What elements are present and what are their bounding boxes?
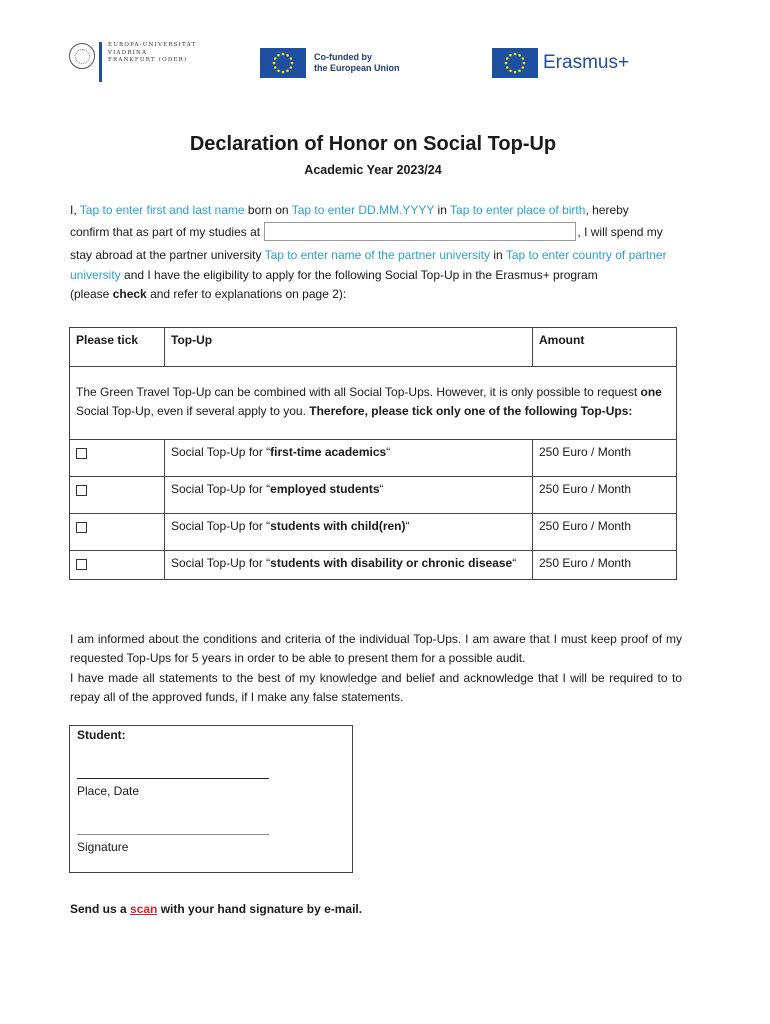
table-header-row <box>70 328 677 367</box>
viadrina-logo: EUROPA-UNIVERSITÄT VIADRINA FRANKFURT (ODER) <box>66 40 196 84</box>
erasmus-plus-logo: Erasmus+ <box>492 48 629 78</box>
name-field[interactable]: Tap to enter first and last name <box>79 203 245 217</box>
place-date-line[interactable] <box>77 778 269 779</box>
header-logos <box>66 40 706 88</box>
signature-line[interactable] <box>77 834 269 835</box>
send-instruction: Send us a scan with your hand signature by e-mail. <box>70 902 363 916</box>
partner-country-field[interactable]: Tap to enter country of partner university <box>70 248 667 282</box>
checkbox-first-time-academics[interactable] <box>76 448 87 459</box>
intro-line-1: I, Tap to enter first and last name born on Tap to enter DD.MM.YYYY in Tap to enter place of birth, hereby <box>70 203 629 217</box>
table-row: Social Top-Up for “students with child(ren)“ 250 Euro / Month <box>70 514 677 551</box>
checkbox-students-with-children[interactable] <box>76 522 87 533</box>
page-title: Declaration of Honor on Social Top-Up <box>189 133 557 155</box>
partner-university-field[interactable]: Tap to enter name of the partner university <box>264 248 491 262</box>
declaration-text: I am informed about the conditions and criteria of the individual Top-Ups. I am aware that I must keep proof of my requested Top-Ups for 5 years in order to be able to present them for a possible audit. I have made all statements to the best of my knowledge and belief and acknowledge that I will be required to to repay all of the approved funds, if I make any false statements. <box>70 632 682 704</box>
header-amount: Amount <box>533 328 677 367</box>
eu-flag-icon <box>260 48 306 78</box>
university-seal-icon <box>69 43 95 69</box>
eu-flag-icon <box>492 48 538 78</box>
intro-paragraph-rest: stay abroad at the partner university Tap to enter name of the partner university in Tap to enter country of partner university and I have the eligibility to apply for the following Social Top-Up in the Erasmus+ program (please check and refer to explanations on page 2): <box>70 248 667 301</box>
table-row: Social Top-Up for “students with disability or chronic disease“ 250 Euro / Month <box>70 551 677 580</box>
place-date-label: Place, Date <box>77 784 140 798</box>
checkbox-employed-students[interactable] <box>76 485 87 496</box>
scan-word: scan <box>130 902 158 916</box>
intro-line-2: confirm that as part of my studies at , I will spend my <box>70 222 690 243</box>
student-label: Student: <box>77 728 126 742</box>
signature-label: Signature <box>77 840 129 854</box>
birth-date-field[interactable]: Tap to enter DD.MM.YYYY <box>291 203 435 217</box>
table-note-row <box>70 367 677 440</box>
birth-place-field[interactable]: Tap to enter place of birth <box>450 203 586 217</box>
topup-table <box>69 327 677 580</box>
home-university-input[interactable] <box>264 222 576 241</box>
academic-year: Academic Year 2023/24 <box>304 163 442 177</box>
header-please-tick: Please tick <box>70 328 165 367</box>
student-signature-box <box>69 725 353 873</box>
table-row: Social Top-Up for “employed students“ 250 Euro / Month <box>70 477 677 514</box>
eu-cofunded-logo: Co-funded by the European Union <box>260 48 400 78</box>
checkbox-disability[interactable] <box>76 559 87 570</box>
table-row: Social Top-Up for “first-time academics“ 250 Euro / Month <box>70 440 677 477</box>
topup-note: The Green Travel Top-Up can be combined with all Social Top-Ups. However, it is only possible to request one Social Top-Up, even if several apply to you. Therefore, please tick only one of the following Top-Ups: <box>70 367 677 440</box>
header-topup: Top-Up <box>165 328 533 367</box>
